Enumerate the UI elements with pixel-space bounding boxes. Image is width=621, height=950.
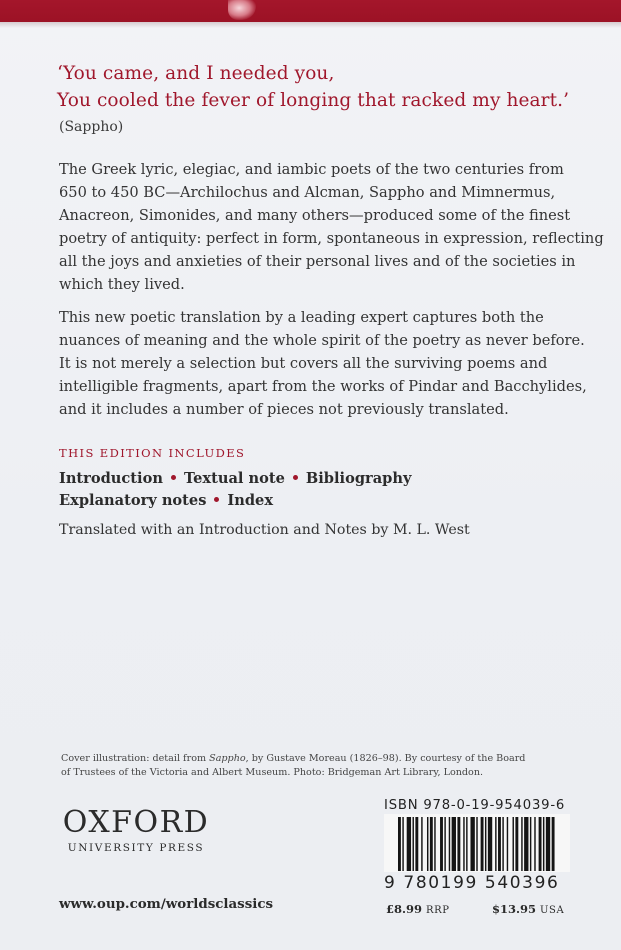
barcode-bar: [430, 817, 433, 871]
barcode-bar: [452, 817, 456, 871]
barcode-bar: [427, 817, 428, 871]
bullet-icon: [293, 475, 298, 480]
barcode-bar: [434, 817, 435, 871]
publisher-subname: UNIVERSITY PRESS: [67, 842, 205, 854]
barcode-bar: [466, 817, 467, 871]
barcode-bar: [498, 817, 501, 871]
paragraph-line: intelligible fragments, apart from the works of Pindar and Bacchylides,: [59, 377, 587, 395]
paragraph-line: Anacreon, Simonides, and many others—produced some of the finest: [59, 206, 571, 224]
barcode-bar: [407, 817, 411, 871]
feature-bibliography: Bibliography: [305, 470, 412, 487]
oxford-logo: [56, 806, 216, 854]
top-color-band: [0, 0, 621, 22]
barcode-digits: 9 780199 540396: [384, 873, 560, 893]
band-shadow: [0, 22, 621, 28]
barcode-bar: [502, 817, 503, 871]
barcode-bar: [413, 817, 414, 871]
cover-illustration-credit: [61, 752, 526, 780]
barcode-bar: [524, 817, 528, 871]
barcode-bar: [402, 817, 403, 871]
description-paragraph-2: [59, 307, 587, 422]
paragraph-line: This new poetic translation by a leading expert captures both the: [59, 309, 544, 326]
bullet-icon: [214, 497, 219, 502]
barcode-bar: [495, 817, 496, 871]
barcode-bar: [463, 817, 464, 871]
price-uk-unit: RRP: [426, 905, 450, 916]
feature-explanatory-notes: Explanatory notes: [59, 492, 207, 509]
barcode-bar: [507, 817, 508, 871]
barcode-bar: [481, 817, 484, 871]
edition-features: [59, 468, 411, 512]
price-uk: [386, 902, 450, 916]
barcode-bar: [476, 817, 477, 871]
barcode-bar: [421, 817, 422, 871]
barcode-bar: [530, 817, 531, 871]
isbn-label: ISBN 978-0-19-954039-6: [384, 798, 566, 813]
feature-index: Index: [227, 492, 274, 509]
barcode-bar: [534, 817, 535, 871]
barcode-bar: [457, 817, 460, 871]
paragraph-line: nuances of meaning and the whole spirit of the poetry as never before.: [59, 331, 585, 349]
barcode-bar: [513, 817, 514, 871]
barcode-bar: [552, 817, 555, 871]
paragraph-line: which they lived.: [59, 275, 185, 293]
barcode-bar: [543, 817, 544, 871]
feature-introduction: Introduction: [59, 470, 163, 487]
epigraph-quote: [57, 60, 577, 114]
barcode-bar: [415, 817, 418, 871]
quote-attribution: (Sappho): [59, 119, 124, 135]
barcode-bar: [539, 817, 542, 871]
paragraph-line: all the joys and anxieties of their personal lives and of the societies in: [59, 252, 576, 270]
features-row-1: [59, 468, 411, 490]
barcode-bar: [449, 817, 450, 871]
features-row-2: [59, 490, 411, 512]
credit-line-2: of Trustees of the Victoria and Albert Museum. Photo: Bridgeman Art Library, London.: [61, 767, 484, 778]
feature-textual-note: Textual note: [183, 470, 285, 487]
edition-heading: THIS EDITION INCLUDES: [59, 446, 246, 460]
quote-line-2: You cooled the fever of longing that racked my heart.’: [57, 90, 570, 111]
price-us: [492, 902, 564, 916]
paragraph-line: The Greek lyric, elegiac, and iambic poets of the two centuries from: [59, 161, 564, 178]
barcode-bar: [444, 817, 445, 871]
publisher-name: OXFORD: [62, 805, 210, 840]
translator-credit: Translated with an Introduction and Notes by M. L. West: [59, 522, 470, 538]
quote-line-1: ‘You came, and I needed you,: [57, 63, 335, 84]
price-us-unit: USA: [540, 905, 565, 916]
credit-artwork-title: Sappho: [209, 753, 246, 764]
barcode-bar: [470, 817, 474, 871]
paragraph-line: 650 to 450 BC—Archilochus and Alcman, Sappho and Mimnermus,: [59, 183, 556, 201]
price-us-amount: $13.95: [492, 902, 537, 916]
barcode-bar: [440, 817, 443, 871]
barcode-icon: [398, 817, 556, 871]
barcode-bar: [485, 817, 486, 871]
paragraph-line: poetry of antiquity: perfect in form, spontaneous in expression, reflecting: [59, 229, 604, 247]
bullet-icon: [171, 475, 176, 480]
barcode-bar: [398, 817, 401, 871]
credit-line-1: [61, 752, 526, 766]
barcode-bar: [488, 817, 492, 871]
barcode-bar: [546, 817, 550, 871]
barcode-bar: [515, 817, 518, 871]
description-paragraph-1: [59, 159, 604, 296]
credit-prefix: Cover illustration: detail from: [61, 753, 210, 764]
publisher-website: www.oup.com/worldsclassics: [59, 896, 274, 912]
paragraph-line: It is not merely a selection but covers all the surviving poems and: [59, 354, 548, 372]
paragraph-line: and it includes a number of pieces not previously translated.: [59, 400, 509, 418]
price-uk-amount: £8.99: [386, 902, 423, 916]
barcode-bar: [521, 817, 522, 871]
credit-suffix: , by Gustave Moreau (1826–98). By courtesy of the Board: [245, 753, 526, 764]
